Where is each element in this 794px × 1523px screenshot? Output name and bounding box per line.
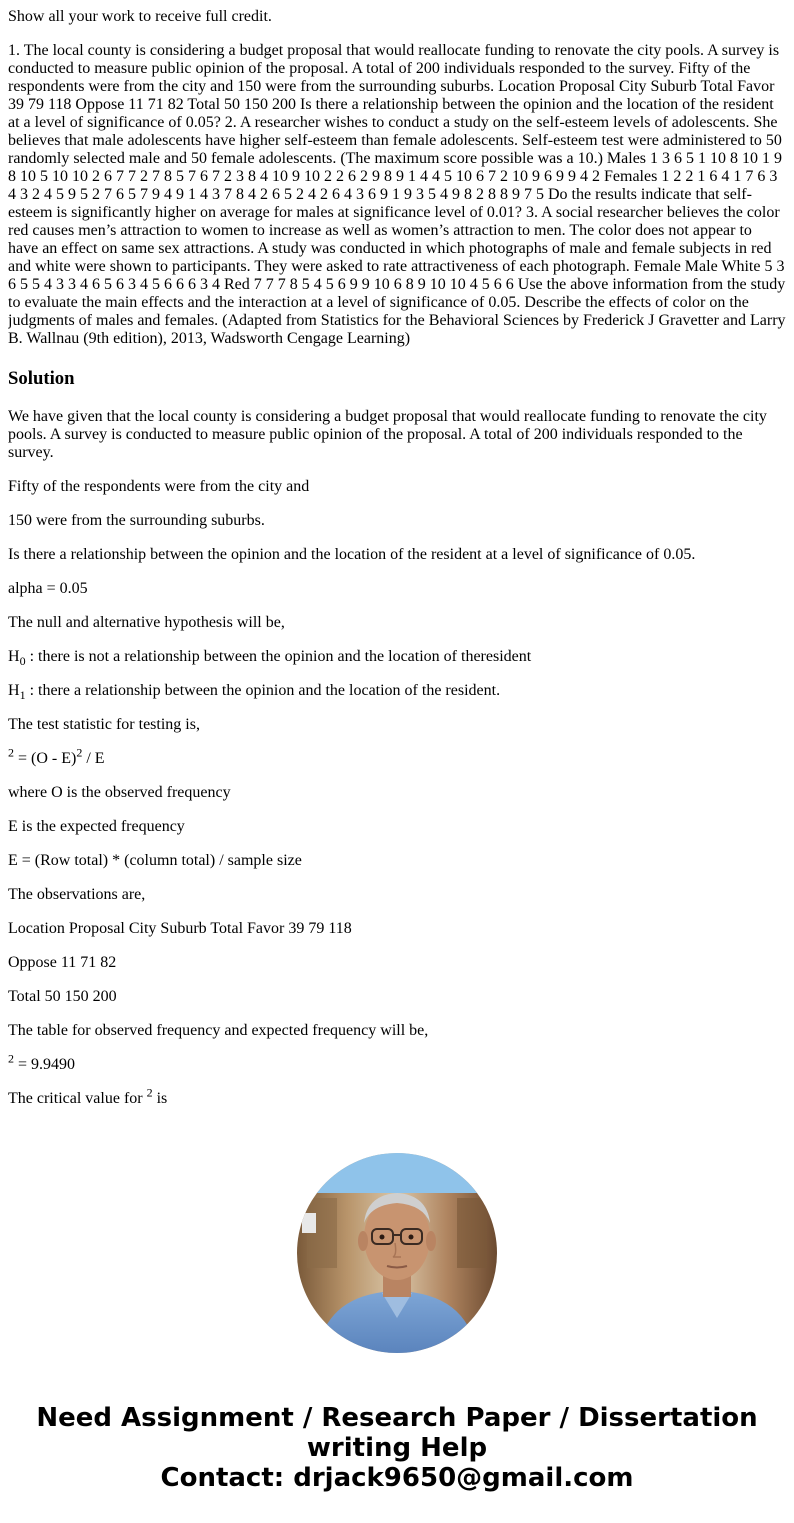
- critical-end: is: [152, 1090, 168, 1107]
- solution-paragraph: 150 were from the surrounding suburbs.: [8, 512, 265, 529]
- intro-text: Show all your work to receive full credit.: [8, 8, 272, 25]
- author-portrait-image: [297, 1153, 497, 1353]
- formula-superscript-2: 2: [76, 745, 83, 760]
- solution-paragraph: Is there a relationship between the opinion and the location of the resident at a level of significance of 0.05.: [8, 546, 696, 563]
- formula-middle: = (O - E): [14, 750, 77, 767]
- promo-line-1: Need Assignment / Research Paper / Dissertation: [36, 1403, 758, 1433]
- solution-paragraph: E = (Row total) * (column total) / sample size: [8, 852, 302, 869]
- critical-superscript: 2: [146, 1085, 153, 1100]
- h0-text: : there is not a relationship between the opinion and the location of theresident: [25, 648, 532, 665]
- alternative-hypothesis: [8, 682, 786, 703]
- promo-line-2: writing Help: [306, 1433, 488, 1463]
- h0-subscript: 0: [19, 654, 26, 669]
- h1-letter: H: [8, 682, 20, 699]
- solution-paragraph: The observations are,: [8, 886, 146, 903]
- question-text: 1. The local county is considering a budget proposal that would reallocate funding to renovate the city pools. A survey is conducted to measure public opinion of the proposal. A total of 200 individuals responded to the survey. Fifty of the respondents were from the city and 150 were from the surrounding suburbs. Location Proposal City Suburb Total Favor 39 79 118 Oppose 11 71 82 Total 50 150 200 Is there a relationship between the opinion and the location of the resident at a level of significance of 0.05? 2. A researcher wishes to conduct a study on the self-esteem levels of adolescents. She believes that male adolescents have higher self-esteem than female adolescents. Self-esteem test were administered to 50 randomly selected male and 50 female adolescents. (The maximum score possible was a 10.) Males 1 3 6 5 1 10 8 10 1 9 8 10 5 10 10 2 6 7 7 2 7 8 5 7 6 7 2 3 8 4 10 9 10 2 2 6 2 9 8 9 1 4 4 5 10 6 7 2 10 9 6 9 9 4 2 Females 1 2 2 1 6 4 1 7 6 3 4 3 2 4 5 9 5 2 7 6 5 7 9 4 9 1 4 3 7 8 4 2 6 5 2 4 2 6 4 3 6 9 1 9 3 5 4 9 8 2 8 8 9 7 5 Do the results indicate that self-esteem is significantly higher on average for males at significance level of 0.01? 3. A social researcher believes the color red causes men’s attraction to women to increase as well as women’s attraction to men. The color does not appear to have an effect on same sex attractions. A study was conducted in which photographs of male and female subjects in red and white were shown to participants. They were asked to rate attractiveness of each photograph. Female Male White 5 3 6 5 5 4 3 3 4 6 5 6 3 4 5 6 6 6 3 4 Red 7 7 7 8 5 4 5 6 9 9 10 6 8 9 10 10 4 5 6 6 Use the above information from the study to evaluate the main effects and the interaction at a level of significance of 0.05. Describe the effects of color on the judgments of males and females. (Adapted from Statistics for the Behavioral Sciences by Frederick J Gravetter and Larry B. Wallnau (9th edition), 2013, Wadsworth Cengage Learning): [8, 42, 786, 347]
- table-line: Oppose 11 71 82: [8, 954, 117, 971]
- solution-paragraph: The table for observed frequency and expected frequency will be,: [8, 1022, 429, 1039]
- chi-value-text: = 9.9490: [14, 1056, 76, 1073]
- h1-subscript: 1: [19, 688, 26, 703]
- alpha-line: alpha = 0.05: [8, 580, 88, 597]
- table-line: Location Proposal City Suburb Total Favor 39 79 118: [8, 920, 352, 937]
- h1-text: : there a relationship between the opinion and the location of the resident.: [25, 682, 501, 699]
- chi-square-value: [8, 1051, 786, 1074]
- solution-paragraph: where O is the observed frequency: [8, 784, 231, 801]
- critical-text: The critical value for: [8, 1090, 147, 1107]
- chi-square-formula: [8, 745, 786, 768]
- solution-heading: Solution: [8, 368, 75, 389]
- solution-paragraph: We have given that the local county is considering a budget proposal that would reallocate funding to renovate the city pools. A survey is conducted to measure public opinion of the proposal. A total of 200 individuals responded to the survey.: [8, 408, 767, 461]
- formula-superscript: 2: [8, 745, 14, 760]
- solution-paragraph: The null and alternative hypothesis will be,: [8, 614, 285, 631]
- promo-banner: [0, 1403, 794, 1493]
- chi-superscript: 2: [8, 1051, 14, 1066]
- table-line: Total 50 150 200: [8, 988, 117, 1005]
- solution-paragraph: The test statistic for testing is,: [8, 716, 200, 733]
- promo-contact: Contact: drjack9650@gmail.com: [160, 1463, 634, 1493]
- h0-letter: H: [8, 648, 20, 665]
- author-photo: [297, 1153, 497, 1353]
- solution-paragraph: Fifty of the respondents were from the city and: [8, 478, 310, 495]
- solution-paragraph: E is the expected frequency: [8, 818, 185, 835]
- critical-value-line: [8, 1085, 786, 1108]
- formula-end: / E: [82, 750, 105, 767]
- document-body: [8, 0, 786, 1123]
- null-hypothesis: [8, 648, 786, 669]
